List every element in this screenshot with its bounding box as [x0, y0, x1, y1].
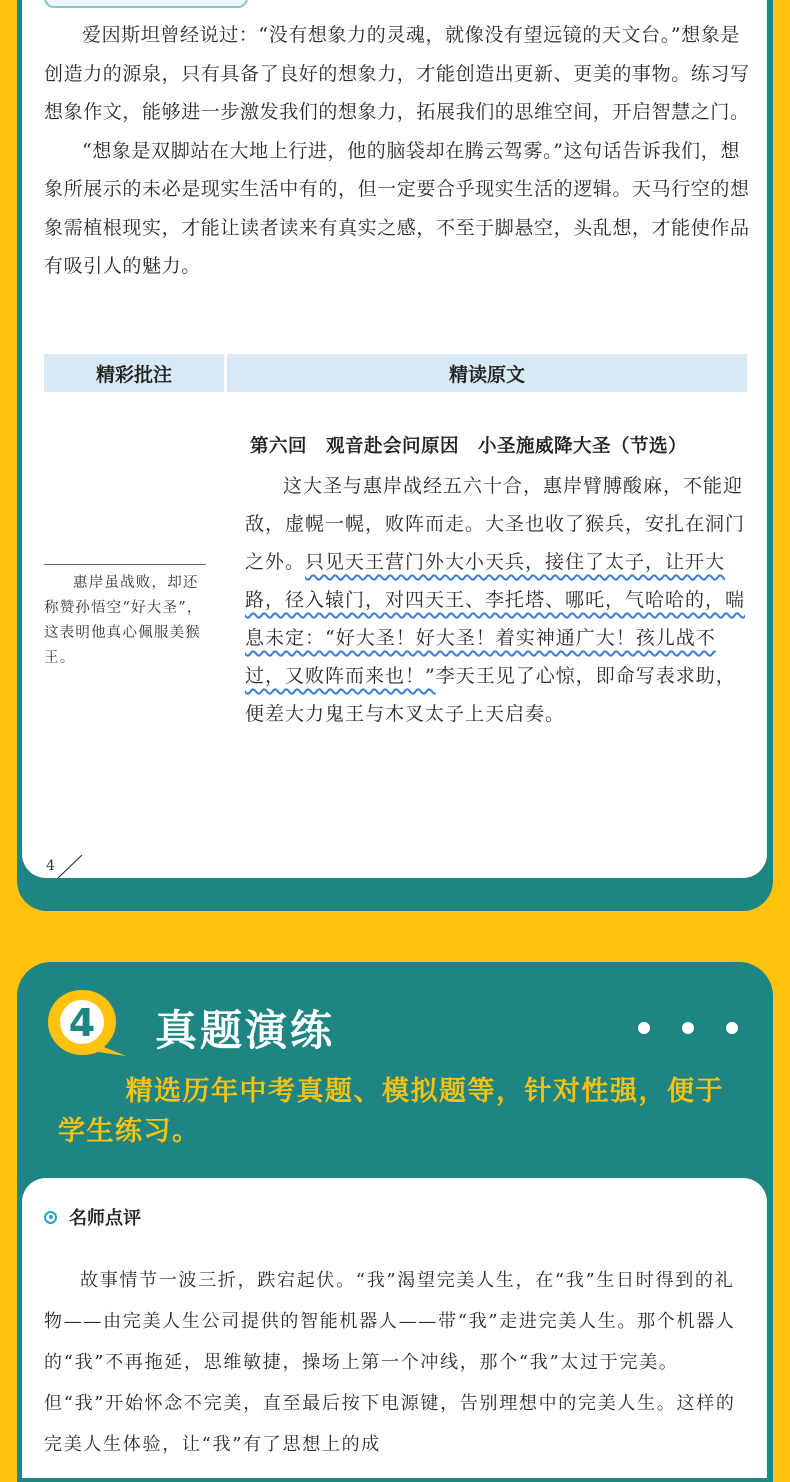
target-circle-icon [44, 1211, 57, 1224]
top-tab-fragment [44, 0, 248, 8]
annotation-note [44, 564, 206, 671]
reading-paragraph [245, 467, 750, 733]
table-header-reading: 精读原文 [227, 354, 747, 392]
table-header-annotation: 精彩批注 [44, 354, 224, 392]
badge-number: 4 [68, 1001, 96, 1045]
chapter-title: 第六回 观音赴会问原因 小圣施威降大圣（节选） [250, 436, 688, 457]
page-corner-slash [55, 852, 85, 880]
annotation-text: 惠岸虽战败，却还称赞孙悟空“好大圣”，这表明他真心佩服美猴王。 [44, 575, 203, 666]
reading-text [245, 467, 750, 733]
intro-paragraph-2: “想象是双脚站在大地上行进，他的脑袋却在腾云驾雾。”这句话告诉我们，想象所展示的未必是现实生活中有的，但一定要合乎现实生活的逻辑。天马行空的想象需植根现实，才能让读者读来有真实之感，不至于脚悬空，头乱想，才能使作品有吸引人的魅力。 [44, 139, 750, 277]
section-title: 真题演练 [155, 1006, 336, 1055]
comment-heading [44, 1204, 141, 1230]
comment-text [44, 1260, 750, 1465]
comment-heading-label: 名师点评 [69, 1208, 141, 1229]
comment-paragraph: 故事情节一波三折，跌宕起伏。“我”渴望完美人生，在“我”生日时得到的礼物——由完美人生公司提供的智能机器人——带“我”走进完美人生。那个机器人的“我”不再拖延，思维敏捷，操场上第一个冲线，那个“我”太过于完美。但“我”开始怀念不完美，直至最后按下电源键，告别理想中的完美人生。这样的完美人生体验，让“我”有了思想上的成 [44, 1270, 736, 1455]
section-description: 精选历年中考真题、模拟题等，针对性强，便于学生练习。 [58, 1076, 724, 1147]
reading-underlined: 只见天王营门外大小天兵，接住了太子，让开大路，径入辕门，对四天王、李托塔、哪吒，气哈哈的，喘息未定：“好大圣！好大圣！着实神通广大！孩儿战不过，又败阵而来也！” [245, 551, 746, 687]
section-badge-icon [46, 986, 132, 1060]
intro-text [44, 16, 750, 286]
intro-paragraph-1: 爱因斯坦曾经说过：“没有想象力的灵魂，就像没有望远镜的天文台。”想象是创造力的源泉，只有具备了良好的想象力，才能创造出更新、更美的事物。练习写想象作文，能够进一步激发我们的想象力，拓展我们的思维空间，开启智慧之门。 [44, 24, 750, 123]
reading-before: 这大圣与惠岸战经五六十合，惠岸臂膊酸麻，不能迎敌，虚幌一幌，败阵而走。大圣也收了猴兵，安扎在洞门之外。 [245, 475, 746, 573]
page-number: 4 [46, 858, 55, 874]
reading-after: 李天王见了心惊，即命写表求助，便差大力鬼王与木叉太子上天启奏。 [245, 665, 736, 725]
